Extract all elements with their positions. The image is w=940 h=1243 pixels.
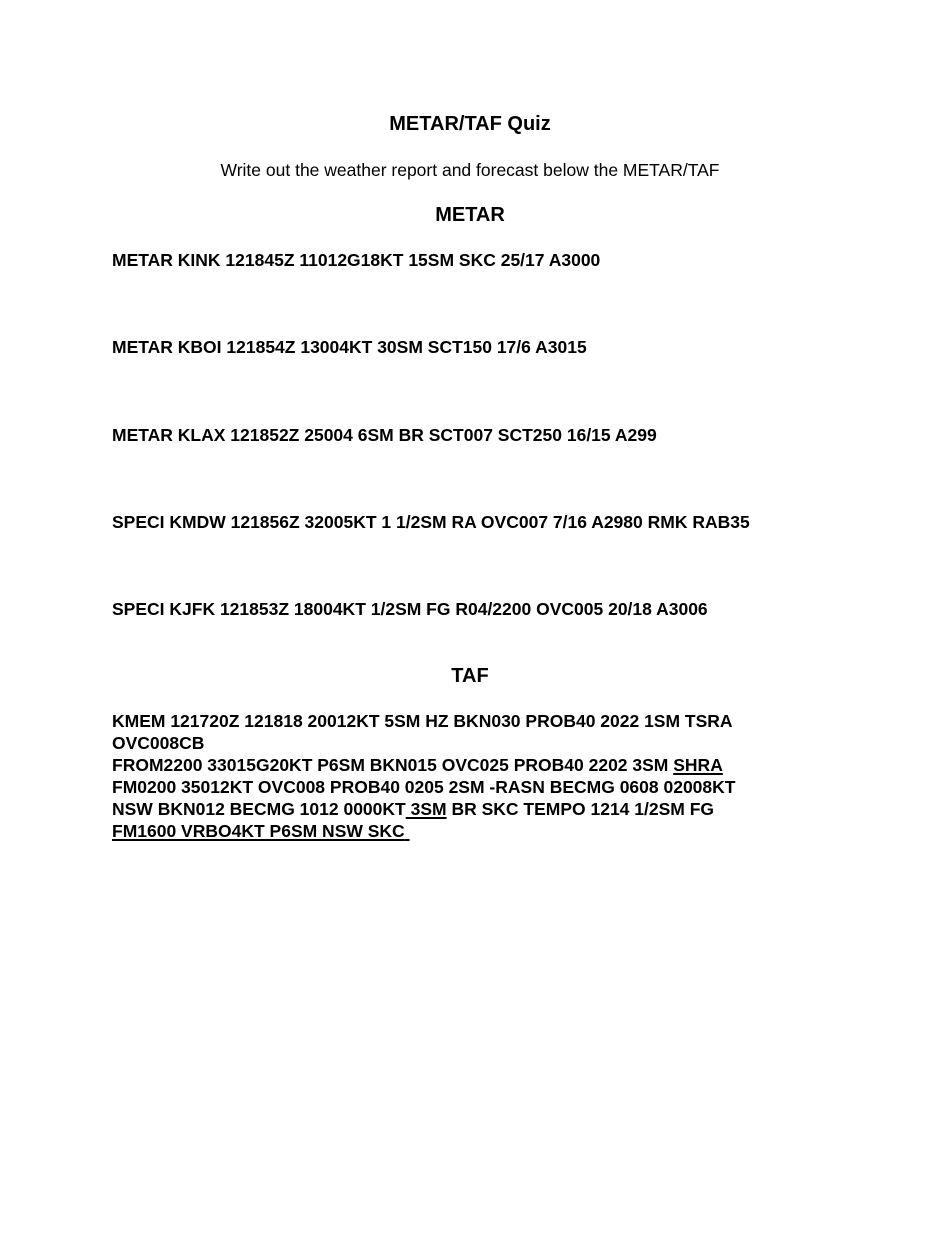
taf-line-3 <box>112 754 735 776</box>
taf-line-5-underlined: 3SM <box>405 799 447 819</box>
metar-report-kboi: METAR KBOI 121854Z 13004KT 30SM SCT150 17/6 A3015 <box>112 337 587 357</box>
speci-report-kjfk: SPECI KJFK 121853Z 18004KT 1/2SM FG R04/2200 OVC005 20/18 A3006 <box>112 599 708 619</box>
taf-line-2: OVC008CB <box>112 733 205 753</box>
metar-report-kink: METAR KINK 121845Z 11012G18KT 15SM SKC 25/17 A3000 <box>112 250 601 270</box>
speci-report-kmdw: SPECI KMDW 121856Z 32005KT 1 1/2SM RA OVC007 7/16 A2980 RMK RAB35 <box>112 512 750 532</box>
taf-forecast-kmem <box>112 710 735 842</box>
taf-line-6-text: FM1600 VRBO4KT P6SM NSW SKC <box>112 821 405 841</box>
taf-line-3-underlined: SHRA <box>673 755 723 775</box>
taf-heading: TAF <box>451 665 489 687</box>
taf-line-6-trailing-space <box>405 821 410 841</box>
metar-heading: METAR <box>435 204 505 226</box>
taf-line-5-text: NSW BKN012 BECMG 1012 0000KT <box>112 799 406 819</box>
instructions-text: Write out the weather report and forecast below the METAR/TAF <box>220 160 720 180</box>
taf-line-6 <box>112 820 735 842</box>
taf-line-4: FM0200 35012KT OVC008 PROB40 0205 2SM -RASN BECMG 0608 02008KT <box>112 777 736 797</box>
taf-line-6-underlined <box>112 821 410 841</box>
metar-report-klax: METAR KLAX 121852Z 25004 6SM BR SCT007 SCT250 16/15 A299 <box>112 425 657 445</box>
page-title: METAR/TAF Quiz <box>389 113 551 135</box>
taf-line-1: KMEM 121720Z 121818 20012KT 5SM HZ BKN030 PROB40 2022 1SM TSRA <box>112 711 733 731</box>
taf-line-5 <box>112 798 735 820</box>
taf-line-3-text: FROM2200 33015G20KT P6SM BKN015 OVC025 PROB40 2202 3SM <box>112 755 674 775</box>
taf-line-5-text-end: BR SKC TEMPO 1214 1/2SM FG <box>446 799 715 819</box>
